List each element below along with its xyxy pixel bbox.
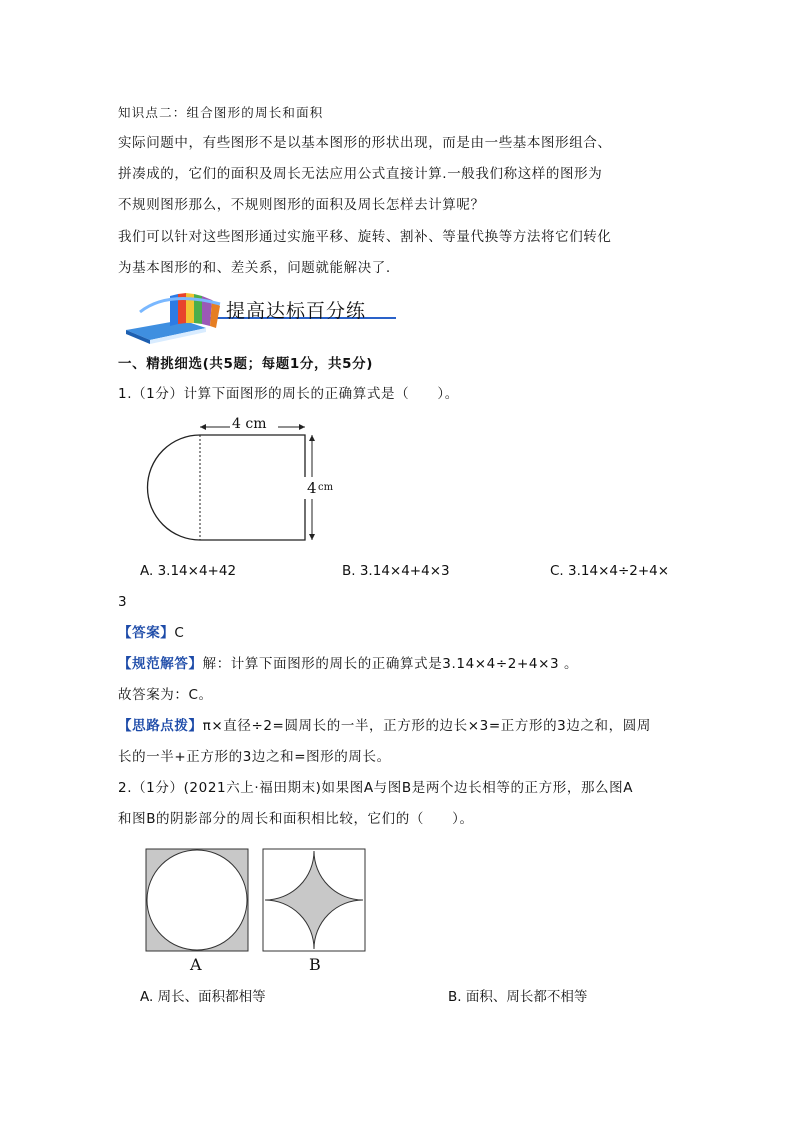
q1-option-a[interactable]: A. 3.14×4+42	[140, 563, 237, 579]
q1-option-b[interactable]: B. 3.14×4+4×3	[342, 563, 450, 579]
q2-figure-a	[145, 848, 249, 956]
q2-option-b[interactable]: B. 面积、周长都不相等	[448, 989, 588, 1005]
knowledge-para1-line3: 不规则图形那么，不规则图形的面积及周长怎样去计算呢？	[118, 197, 485, 213]
solution-text: 解：计算下面图形的周长的正确算式是3.14×4÷2+4×3 。	[202, 656, 579, 672]
q1-solution	[118, 655, 578, 673]
knowledge-para1-line1: 实际问题中，有些图形不是以基本图形的形状出现，而是由一些基本图形组合、	[118, 135, 612, 151]
q1-option-c[interactable]: C. 3.14×4÷2+4×	[550, 563, 670, 579]
q2-figure-b	[262, 848, 366, 956]
hint-tag: 【思路点拨】	[118, 718, 203, 734]
section-title: 一、精挑细选(共5题；每题1分，共5分)	[118, 356, 374, 372]
q1-option-c-wrap: 3	[118, 594, 128, 610]
q2-label-a: A	[190, 955, 202, 974]
q1-hint-line2: 长的一半+正方形的3边之和=图形的周长。	[118, 749, 391, 765]
q1-hint-line1	[118, 717, 651, 735]
answer-value: C	[174, 625, 185, 641]
hint-text-1: π×直径÷2=圆周长的一半，正方形的边长×3=正方形的3边之和，圆周	[202, 718, 651, 734]
q1-dim-top: 4 cm	[232, 416, 267, 432]
knowledge-para1-line2: 拼凑成的，它们的面积及周长无法应用公式直接计算.一般我们称这样的图形为	[118, 166, 603, 182]
q1-conclusion: 故答案为：C。	[118, 687, 213, 703]
knowledge-para2-line1: 我们可以针对这些图形通过实施平移、旋转、割补、等量代换等方法将它们转化	[118, 229, 612, 245]
q1-answer	[118, 624, 184, 642]
answer-tag: 【答案】	[118, 625, 175, 641]
q1-dim-side-unit: cm	[318, 482, 334, 493]
knowledge-heading: 知识点二：组合图形的周长和面积	[118, 105, 324, 120]
q2-stem-line1: 2.（1分）(2021六上·福田期末)如果图A与图B是两个边长相等的正方形，那么图A	[118, 780, 634, 796]
q1-dim-side-num: 4	[307, 479, 317, 497]
banner-title: 提高达标百分练	[226, 300, 367, 322]
knowledge-para2-line2: 为基本图形的和、差关系，问题就能解决了.	[118, 260, 391, 276]
solution-tag: 【规范解答】	[118, 656, 203, 672]
q2-option-a[interactable]: A. 周长、面积都相等	[140, 989, 266, 1005]
q1-figure	[140, 415, 350, 559]
q2-stem-line2: 和图B的阴影部分的周长和面积相比较，它们的（ ）。	[118, 811, 474, 827]
q1-stem: 1.（1分）计算下面图形的周长的正确算式是（ ）。	[118, 386, 459, 402]
practice-banner	[120, 290, 400, 346]
q2-label-b: B	[309, 955, 321, 974]
